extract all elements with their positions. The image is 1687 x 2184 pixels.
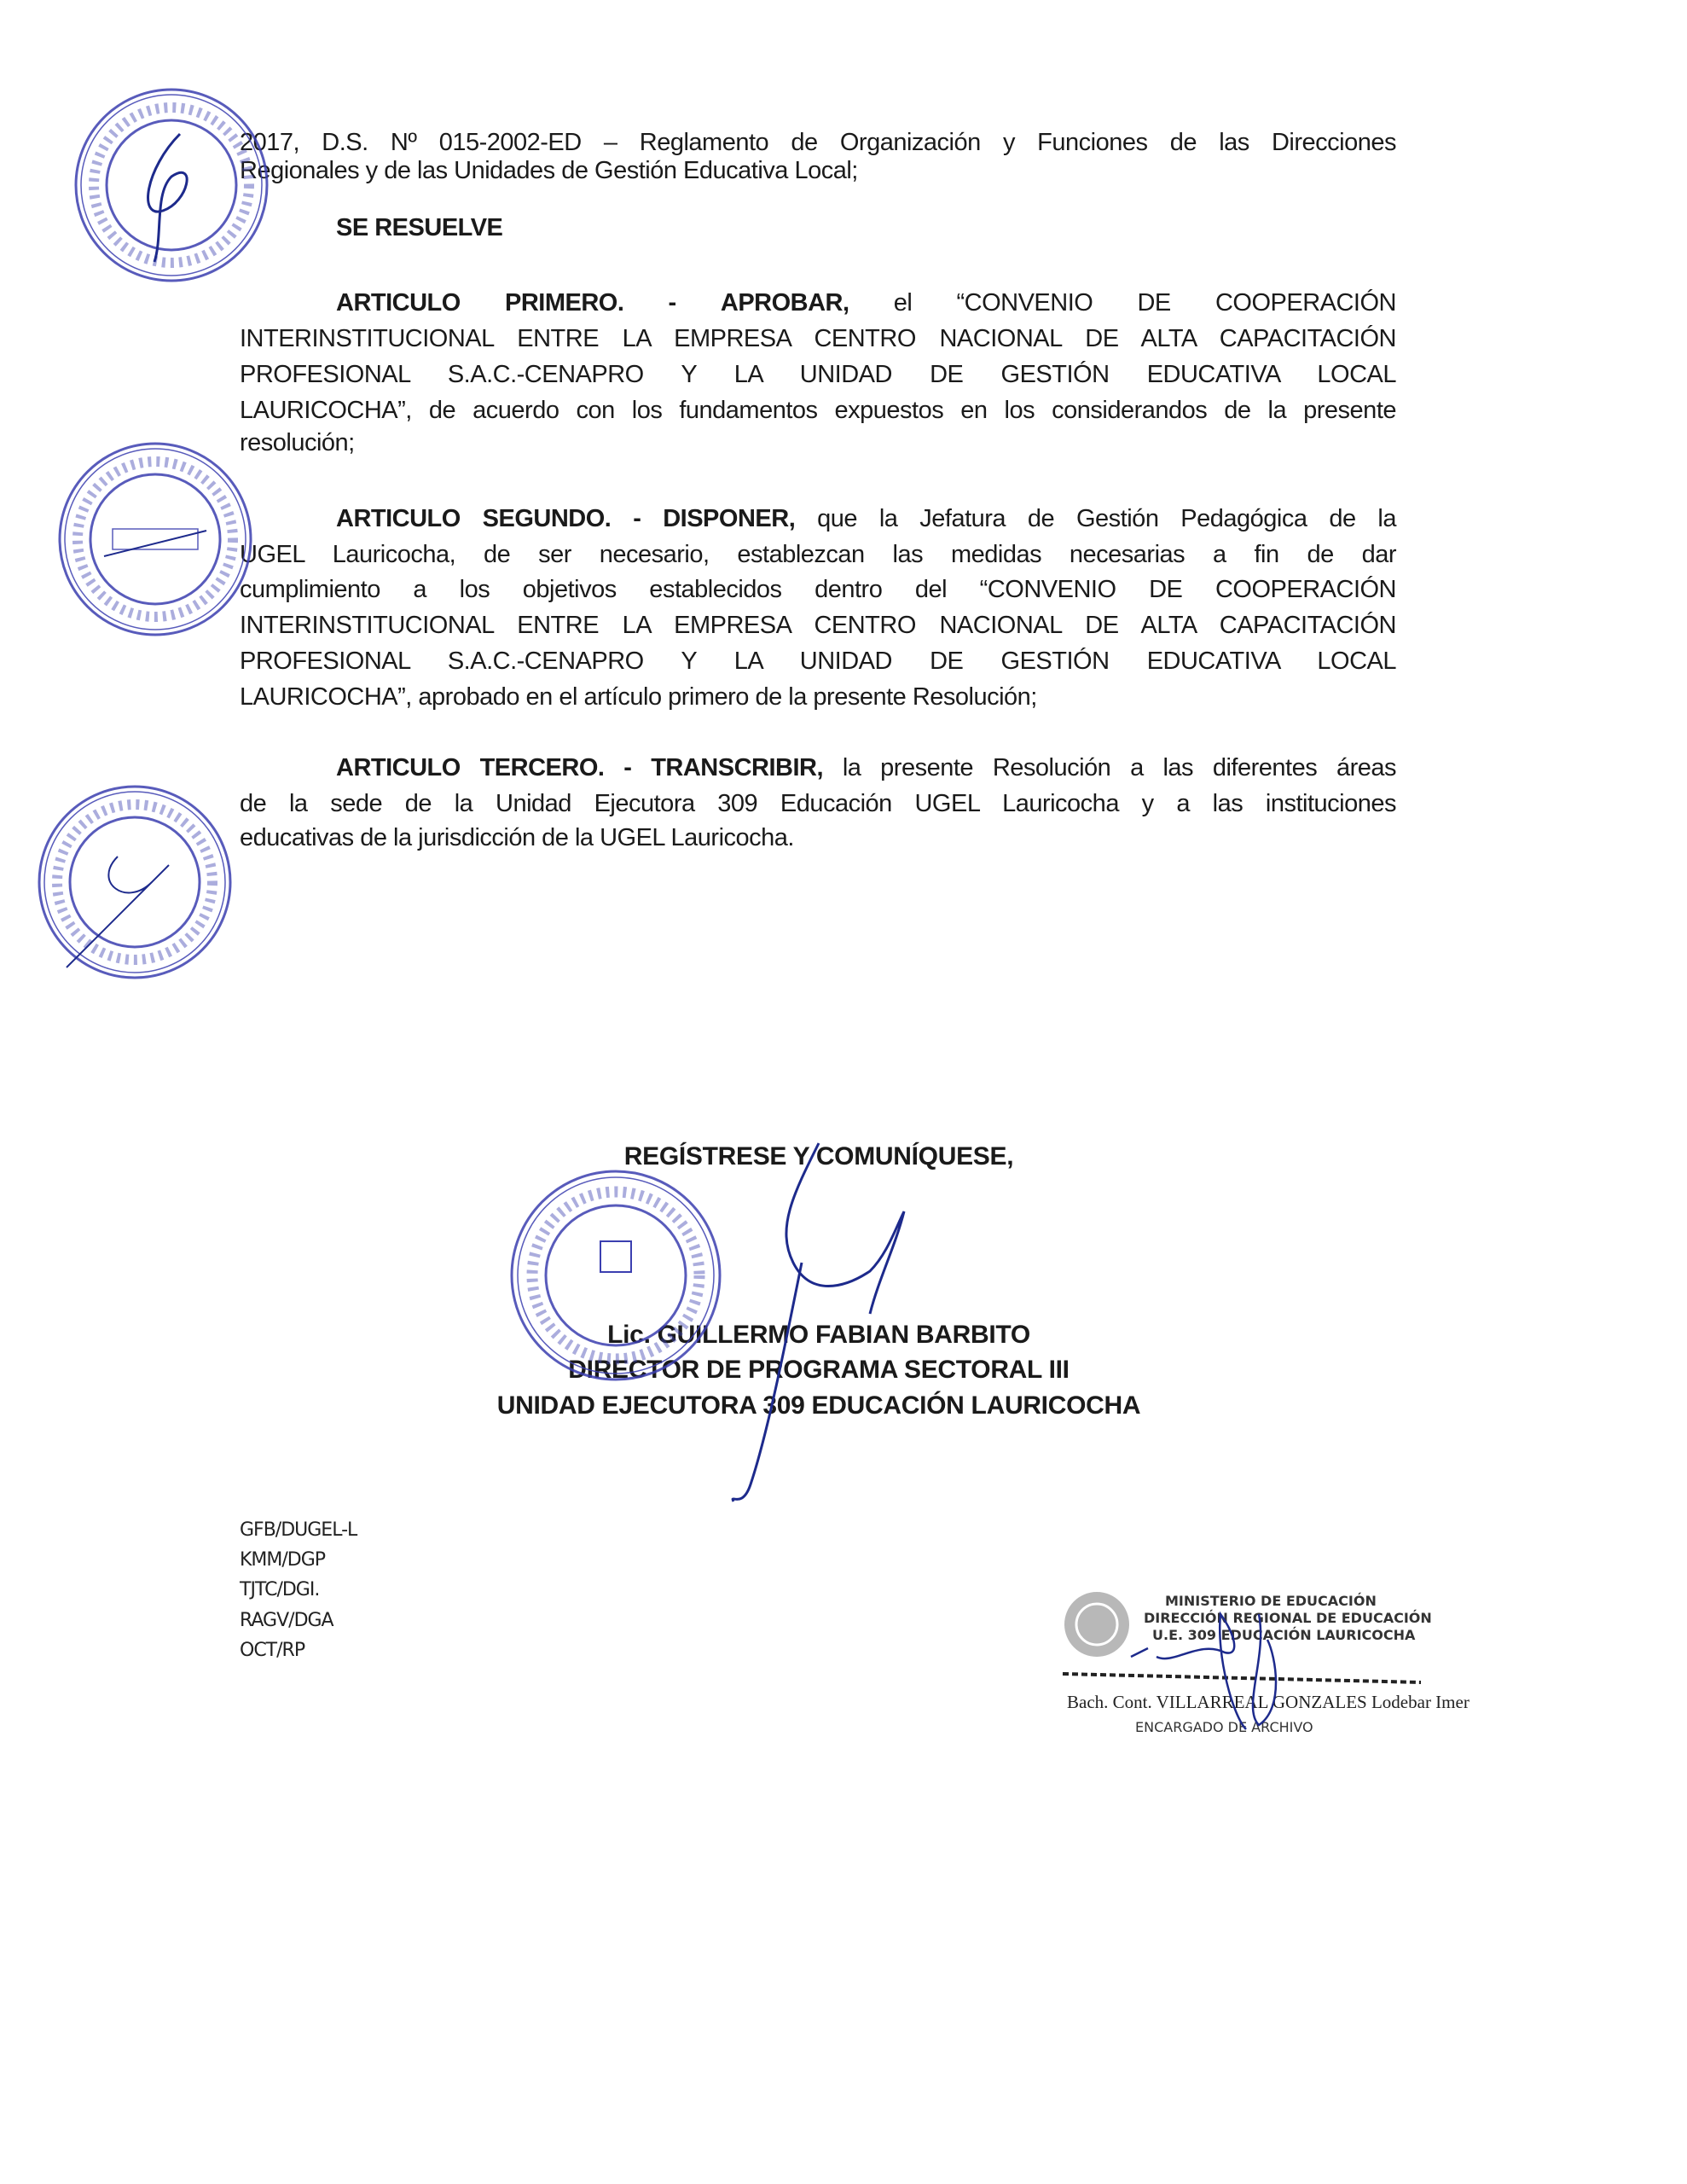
resolve-heading: SE RESUELVE — [336, 214, 503, 241]
article-line: cumplimiento a los objetivos establecidos dentro del “CONVENIO DE COOPERACIÓN — [240, 576, 1396, 603]
reference-initials: RAGV/DGA — [240, 1610, 333, 1631]
article-text: que la Jefatura de Gestión Pedagógica de la — [817, 505, 1397, 532]
article-verb: DISPONER, — [663, 505, 796, 532]
archive-officer-role: ENCARGADO DE ARCHIVO — [1135, 1719, 1313, 1735]
article-1-first-line — [336, 288, 1396, 317]
article-line: PROFESIONAL S.A.C.-CENAPRO Y LA UNIDAD DE GESTIÓN EDUCATIVA LOCAL — [240, 648, 1396, 675]
article-text: el “CONVENIO DE COOPERACIÓN — [893, 289, 1396, 317]
intro-line: Regionales y de las Unidades de Gestión Educativa Local; — [240, 157, 858, 184]
director-signature — [665, 1126, 921, 1254]
reference-initials: TJTC/DGI. — [240, 1579, 320, 1600]
signatory-unit: UNIDAD EJECUTORA 309 EDUCACIÓN LAURICOCHA — [496, 1391, 1141, 1420]
article-line: INTERINSTITUCIONAL ENTRE LA EMPRESA CENTRO NACIONAL DE ALTA CAPACITACIÓN — [240, 325, 1396, 352]
intro-line: 2017, D.S. Nº 015-2002-ED – Reglamento de Organización y Funciones de las Direcciones — [240, 129, 1396, 156]
archive-stamp-line: DIRECCIÓN REGIONAL DE EDUCACIÓN — [1144, 1610, 1432, 1626]
reference-initials: GFB/DUGEL-L — [240, 1519, 357, 1541]
visacion-stamp-1 — [171, 185, 427, 313]
article-line: INTERINSTITUCIONAL ENTRE LA EMPRESA CENTRO NACIONAL DE ALTA CAPACITACIÓN — [240, 612, 1396, 639]
article-line: LAURICOCHA”, aprobado en el artículo primero de la presente Resolución; — [240, 683, 1037, 711]
closing-formula: REGÍSTRESE Y COMUNÍQUESE, — [623, 1142, 1014, 1170]
archive-stamp-line: U.E. 309 EDUCACIÓN LAURICOCHA — [1152, 1627, 1416, 1643]
seal-icon — [1064, 1592, 1129, 1657]
coat-of-arms-icon — [600, 1241, 631, 1272]
article-verb: APROBAR, — [720, 289, 849, 317]
article-line: UGEL Lauricocha, de ser necesario, establezcan las medidas necesarias a fin de dar — [240, 541, 1396, 568]
article-line: resolución; — [240, 429, 355, 456]
signatory-name: Lic. GUILLERMO FABIAN BARBITO — [607, 1321, 1030, 1349]
article-heading: ARTICULO SEGUNDO. - — [336, 505, 641, 532]
article-line: LAURICOCHA”, de acuerdo con los fundamentos expuestos en los considerandos de la presente — [240, 397, 1396, 424]
visacion-stamp-3 — [135, 882, 391, 1010]
reference-initials: KMM/DGP — [240, 1549, 326, 1571]
article-line: educativas de la jurisdicción de la UGEL Lauricocha. — [240, 824, 794, 851]
visacion-stamp-2 — [155, 539, 411, 667]
archive-stamp — [1063, 1589, 1470, 1735]
archive-stamp-line: MINISTERIO DE EDUCACIÓN — [1165, 1593, 1377, 1609]
article-3-first-line — [336, 753, 1396, 782]
article-2-first-line — [336, 504, 1396, 533]
article-heading: ARTICULO PRIMERO. - — [336, 289, 676, 317]
reference-initials: OCT/RP — [240, 1640, 305, 1661]
article-line: de la sede de la Unidad Ejecutora 309 Educación UGEL Lauricocha y a las instituciones — [240, 790, 1396, 817]
article-heading: ARTICULO TERCERO. - — [336, 754, 632, 781]
direccion-stamp — [616, 1275, 872, 1403]
signatory-title: DIRECTOR DE PROGRAMA SECTORAL III — [568, 1356, 1070, 1384]
archive-officer-name: Bach. Cont. VILLARREAL GONZALES Lodebar Imer — [1067, 1692, 1470, 1712]
article-verb: TRANSCRIBIR, — [651, 754, 824, 781]
article-text: la presente Resolución a las diferentes áreas — [842, 754, 1397, 781]
article-line: PROFESIONAL S.A.C.-CENAPRO Y LA UNIDAD DE GESTIÓN EDUCATIVA LOCAL — [240, 361, 1396, 388]
